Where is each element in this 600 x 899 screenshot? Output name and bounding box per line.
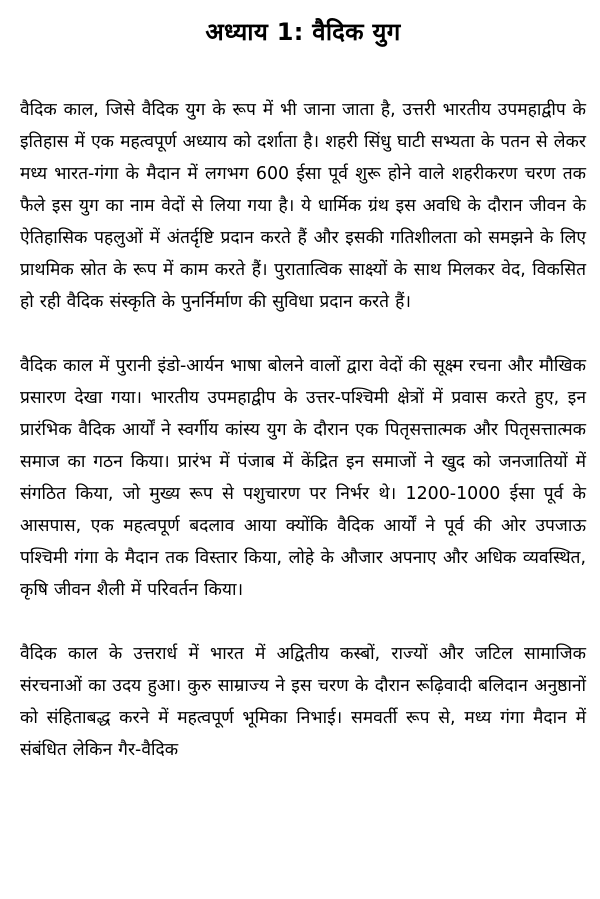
chapter-title: अध्याय 1: वैदिक युग [205, 18, 401, 46]
paragraph-indo-aryan-migration: वैदिक काल में पुरानी इंडो-आर्यन भाषा बोलने वालों द्वारा वेदों की सूक्ष्म रचना और मौखिक प्रसारण देखा गया। भारतीय उपमहाद्वीप के उत्तर-पश्चिमी क्षेत्रों में प्रवास करते हुए, इन प्रारंभिक वैदिक आर्यों ने स्वर्गीय कांस्य युग के दौरान एक पितृसत्तात्मक और पितृसत्तात्मक समाज का गठन किया। प्रारंभ में पंजाब में केंद्रित इन समाजों ने खुद को जनजातियों में संगठित किया, जो मुख्य रूप से पशुचारण पर निर्भर थे। 1200-1000 ईसा पूर्व के आसपास, एक महत्वपूर्ण बदलाव आया क्योंकि वैदिक आर्यों ने पूर्व की ओर उपजाऊ पश्चिमी गंगा के मैदान तक विस्तार किया, लोहे के औजार अपनाए और अधिक व्यवस्थित, कृषि जीवन शैली में परिवर्तन किया। [20, 356, 586, 600]
paragraph-later-vedic-period: वैदिक काल के उत्तरार्ध में भारत में अद्वितीय कस्बों, राज्यों और जटिल सामाजिक संरचनाओं का उदय हुआ। कुरु साम्राज्य ने इस चरण के दौरान रूढ़िवादी बलिदान अनुष्ठानों को संहिताबद्ध करने में महत्वपूर्ण भूमिका निभाई। समवर्ती रूप से, मध्य गंगा मैदान में संबंधित लेकिन गैर-वैदिक [20, 644, 586, 760]
paragraph-vedic-period-intro: वैदिक काल, जिसे वैदिक युग के रूप में भी जाना जाता है, उत्तरी भारतीय उपमहाद्वीप के इतिहास में एक महत्वपूर्ण अध्याय को दर्शाता है। शहरी सिंधु घाटी सभ्यता के पतन से लेकर मध्य भारत-गंगा के मैदान में लगभग 600 ईसा पूर्व शुरू होने वाले शहरीकरण चरण तक फैले इस युग का नाम वेदों से लिया गया है। ये धार्मिक ग्रंथ इस अवधि के दौरान जीवन के ऐतिहासिक पहलुओं में अंतर्दृष्टि प्रदान करते हैं और इसकी गतिशीलता को समझने के लिए प्राथमिक स्रोत के रूप में काम करते हैं। पुरातात्विक साक्ष्यों के साथ मिलकर वेद, विकसित हो रही वैदिक संस्कृति के पुनर्निर्माण की सुविधा प्रदान करते हैं। [20, 100, 586, 312]
